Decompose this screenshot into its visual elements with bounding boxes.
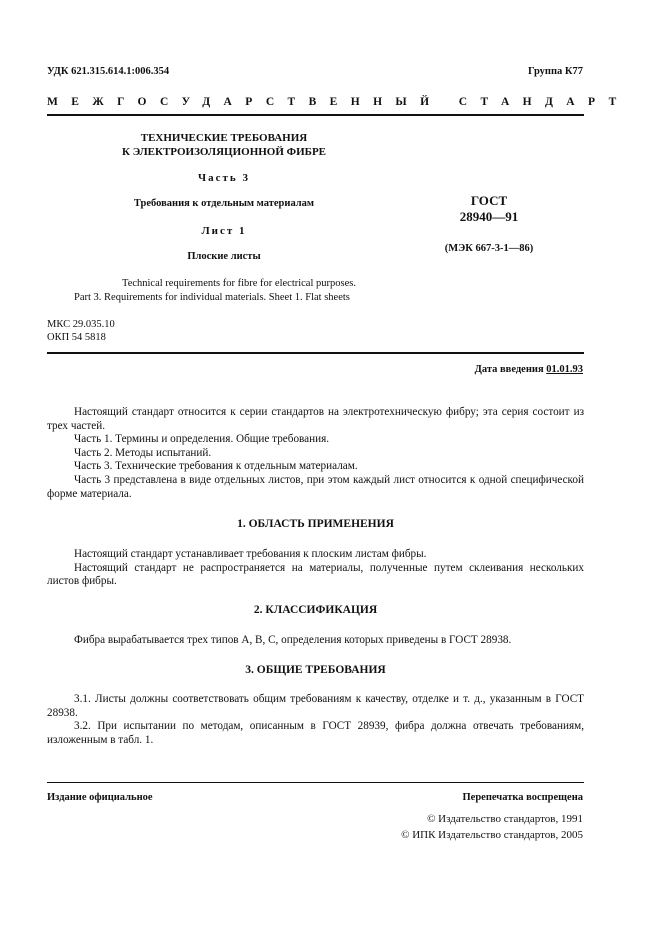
english-title-line1: Technical requirements for fibre for electrical purposes.: [122, 278, 356, 289]
part-title: Требования к отдельным материалам: [133, 198, 315, 209]
classification-paragraph: Фибра вырабатывается трех типов А, В, С, определения которых приведены в ГОСТ 28938.: [74, 634, 512, 646]
general-paragraph: 3.1. Листы должны соответствовать общим требованиям к качеству, отделке и т. д., указанным в ГОСТ 28938.: [47, 693, 584, 719]
banner-rule: [47, 114, 584, 116]
reprint-notice: Перепечатка воспрещена: [462, 792, 583, 803]
section-heading-scope: 1. ОБЛАСТЬ ПРИМЕНЕНИЯ: [237, 518, 394, 530]
intro-text: [47, 406, 584, 501]
copyright-1991: © Издательство стандартов, 1991: [427, 813, 583, 825]
title-line2: К ЭЛЕКТРОИЗОЛЯЦИОННОЙ ФИБРЕ: [121, 146, 327, 158]
title-line1: ТЕХНИЧЕСКИЕ ТРЕБОВАНИЯ: [140, 132, 308, 144]
okp-code: ОКП 54 5818: [47, 332, 106, 343]
footer-rule: [47, 782, 584, 783]
scope-paragraph: Настоящий стандарт устанавливает требования к плоским листам фибры.: [74, 548, 427, 560]
title-block-rule: [47, 352, 584, 354]
copyright-2005: © ИПК Издательство стандартов, 2005: [401, 829, 583, 841]
intro-paragraph: Часть 3 представлена в виде отдельных листов, при этом каждый лист относится к одной специфической форме материала.: [47, 473, 584, 500]
section-heading-general: 3. ОБЩИЕ ТРЕБОВАНИЯ: [245, 664, 386, 676]
iec-reference: (МЭК 667-3-1—86): [444, 243, 534, 254]
group-code: Группа К77: [527, 66, 583, 77]
english-title-line2: Part 3. Requirements for individual materials. Sheet 1. Flat sheets: [74, 292, 350, 303]
section-scope-text: [47, 548, 584, 589]
intro-paragraph: Часть 2. Методы испытаний.: [74, 446, 212, 459]
section-heading-classification: 2. КЛАССИФИКАЦИЯ: [253, 604, 378, 616]
section-classification-text: [47, 634, 584, 648]
mks-code: МКС 29.035.10: [47, 319, 115, 330]
sheet-title: Плоские листы: [187, 251, 261, 262]
intro-paragraph: Часть 1. Термины и определения. Общие требования.: [74, 433, 330, 446]
gost-number: 28940—91: [459, 209, 519, 224]
standard-banner: МЕЖГОСУДАРСТВЕННЫЙ СТАНДАРТ: [47, 96, 630, 108]
intro-date-value: 01.01.93: [546, 364, 583, 375]
section-general-text: [47, 693, 584, 747]
scope-paragraph: Настоящий стандарт не распространяется на материалы, полученные путем склеивания нескольких листов фибры.: [47, 561, 584, 588]
gost-label: ГОСТ: [470, 193, 508, 208]
intro-paragraph: Часть 3. Технические требования к отдельным материалам.: [74, 460, 358, 473]
general-paragraph: 3.2. При испытании по методам, описанным в ГОСТ 28939, фибра должна отвечать требованиям, изложенным в табл. 1.: [47, 720, 584, 746]
intro-date: [475, 364, 583, 375]
official-edition: Издание официальное: [47, 792, 153, 803]
part-label: Часть 3: [198, 172, 250, 184]
sheet-label: Лист 1: [201, 225, 247, 237]
udc-code: УДК 621.315.614.1:006.354: [47, 66, 170, 77]
intro-date-label: Дата введения: [474, 364, 544, 375]
intro-paragraph: Настоящий стандарт относится к серии стандартов на электротехническую фибру; эта серия состоит из трех частей.: [47, 406, 584, 432]
